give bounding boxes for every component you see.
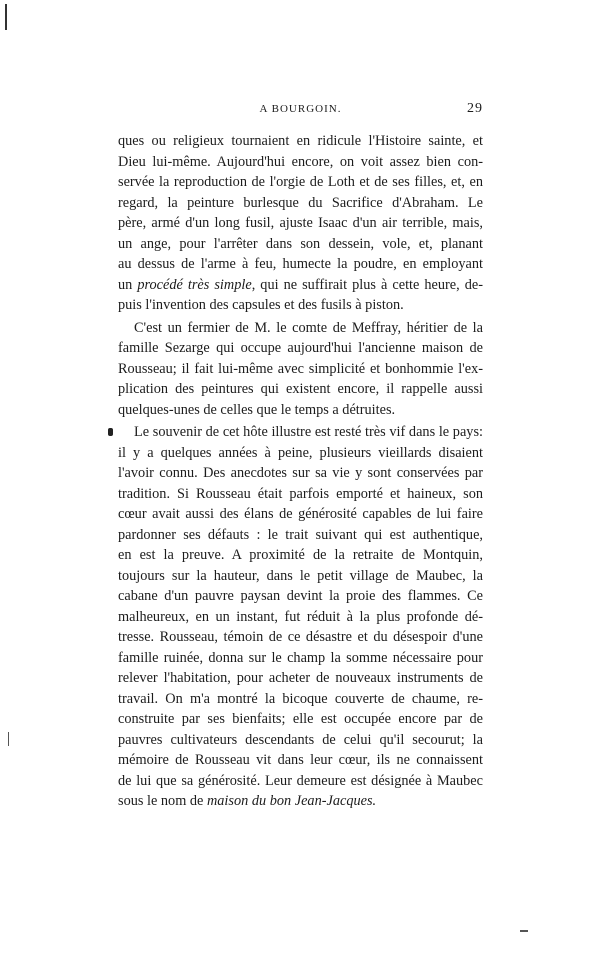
text-line: ques ou religieux tournaient en ridicule l'Histoire sainte, et <box>118 133 483 149</box>
text-line: Dieu lui-même. Aujourd'hui encore, on voit assez bien con- <box>118 153 483 170</box>
text-line: relever l'habitation, pour acheter de nouveaux instruments de <box>118 670 483 686</box>
margin-mark <box>520 930 528 932</box>
text-line: pardonner ses défauts : le trait suivant qui est authentique, <box>118 526 483 543</box>
margin-mark <box>5 4 7 30</box>
text-line: puis l'invention des capsules et des fusils à piston. <box>118 297 404 313</box>
text-line: C'est un fermier de M. le comte de Meffray, héritier de la <box>134 319 483 336</box>
text-line: travail. On m'a montré la bicoque couverte de chaume, re- <box>118 690 483 707</box>
text-line: famille ruinée, donna sur le champ la somme nécessaire pour <box>118 649 483 666</box>
text-line: construite par ses bienfaits; elle est occupée encore par de <box>118 711 483 727</box>
text-line: Le souvenir de cet hôte illustre est resté très vif dans le pays: <box>134 424 483 440</box>
text-line: en est la preuve. A proximité de la retraite de Montquin, <box>118 547 483 563</box>
text-line: cabane d'un pauvre paysan devint la proie des flammes. Ce <box>118 588 483 604</box>
text-line: tresse. Rousseau, témoin de ce désastre et du désespoir d'une <box>118 629 483 645</box>
italic-phrase: procédé très simple <box>137 276 252 293</box>
text-line: il y a quelques années à peine, plusieurs vieillards disaient <box>118 444 483 461</box>
text-line: regard, la peinture burlesque du Sacrifice d'Abraham. Le <box>118 194 483 211</box>
page-body <box>118 131 483 812</box>
text-line: pauvres cultivateurs descendants de celui qu'il secourut; la <box>118 731 483 748</box>
paragraph-1 <box>118 131 483 316</box>
page-number: 29 <box>467 101 483 116</box>
text-line: cœur avait aussi des élans de générosité capables de lui faire <box>118 506 483 522</box>
text-line: famille Sezarge qui occupe aujourd'hui l'ancienne maison de <box>118 340 483 356</box>
ink-mark <box>108 428 113 436</box>
text-line: de lui que sa générosité. Leur demeure est désignée à Maubec <box>118 772 483 789</box>
text-line: l'avoir connu. Des anecdotes sur sa vie y sont conservées par <box>118 465 483 481</box>
text-line: plication des peintures qui existent encore, il rappelle aussi <box>118 381 483 397</box>
text-line: servée la reproduction de l'orgie de Loth et de ses filles, et, en <box>118 174 483 190</box>
text-line: sous le nom de maison du bon Jean-Jacques. <box>118 793 377 809</box>
text-line: père, armé d'un long fusil, ajuste Isaac d'un air terrible, mais, <box>118 215 483 231</box>
text-line: toujours sur la hauteur, dans le petit village de Maubec, la <box>118 567 483 584</box>
text-line: malheureux, en un instant, fut réduit à la plus profonde dé- <box>118 608 483 625</box>
running-head-title: A BOURGOIN. <box>259 103 342 115</box>
paragraph-2 <box>118 318 483 421</box>
paragraph-3 <box>118 422 483 812</box>
margin-mark <box>8 732 9 746</box>
text-line: un procédé très simple, qui ne suffirait plus à cette heure, de- <box>118 276 484 293</box>
italic-phrase: maison du bon Jean-Jacques. <box>206 793 377 809</box>
text-line: quelques-unes de celles que le temps a détruites. <box>118 401 396 418</box>
text-line: tradition. Si Rousseau était parfois emporté et haineux, son <box>118 485 483 502</box>
text-line: mémoire de Rousseau vit dans leur cœur, ils ne connaissent <box>118 752 483 768</box>
text-line: au dessus de l'arme à feu, humecte la poudre, en employant <box>118 256 483 272</box>
text-line: un ange, pour l'arrêter dans son dessein, vole, et, planant <box>118 235 483 252</box>
text-line: Rousseau; il fait lui-même avec simplicité et bonhommie l'ex- <box>118 360 483 377</box>
